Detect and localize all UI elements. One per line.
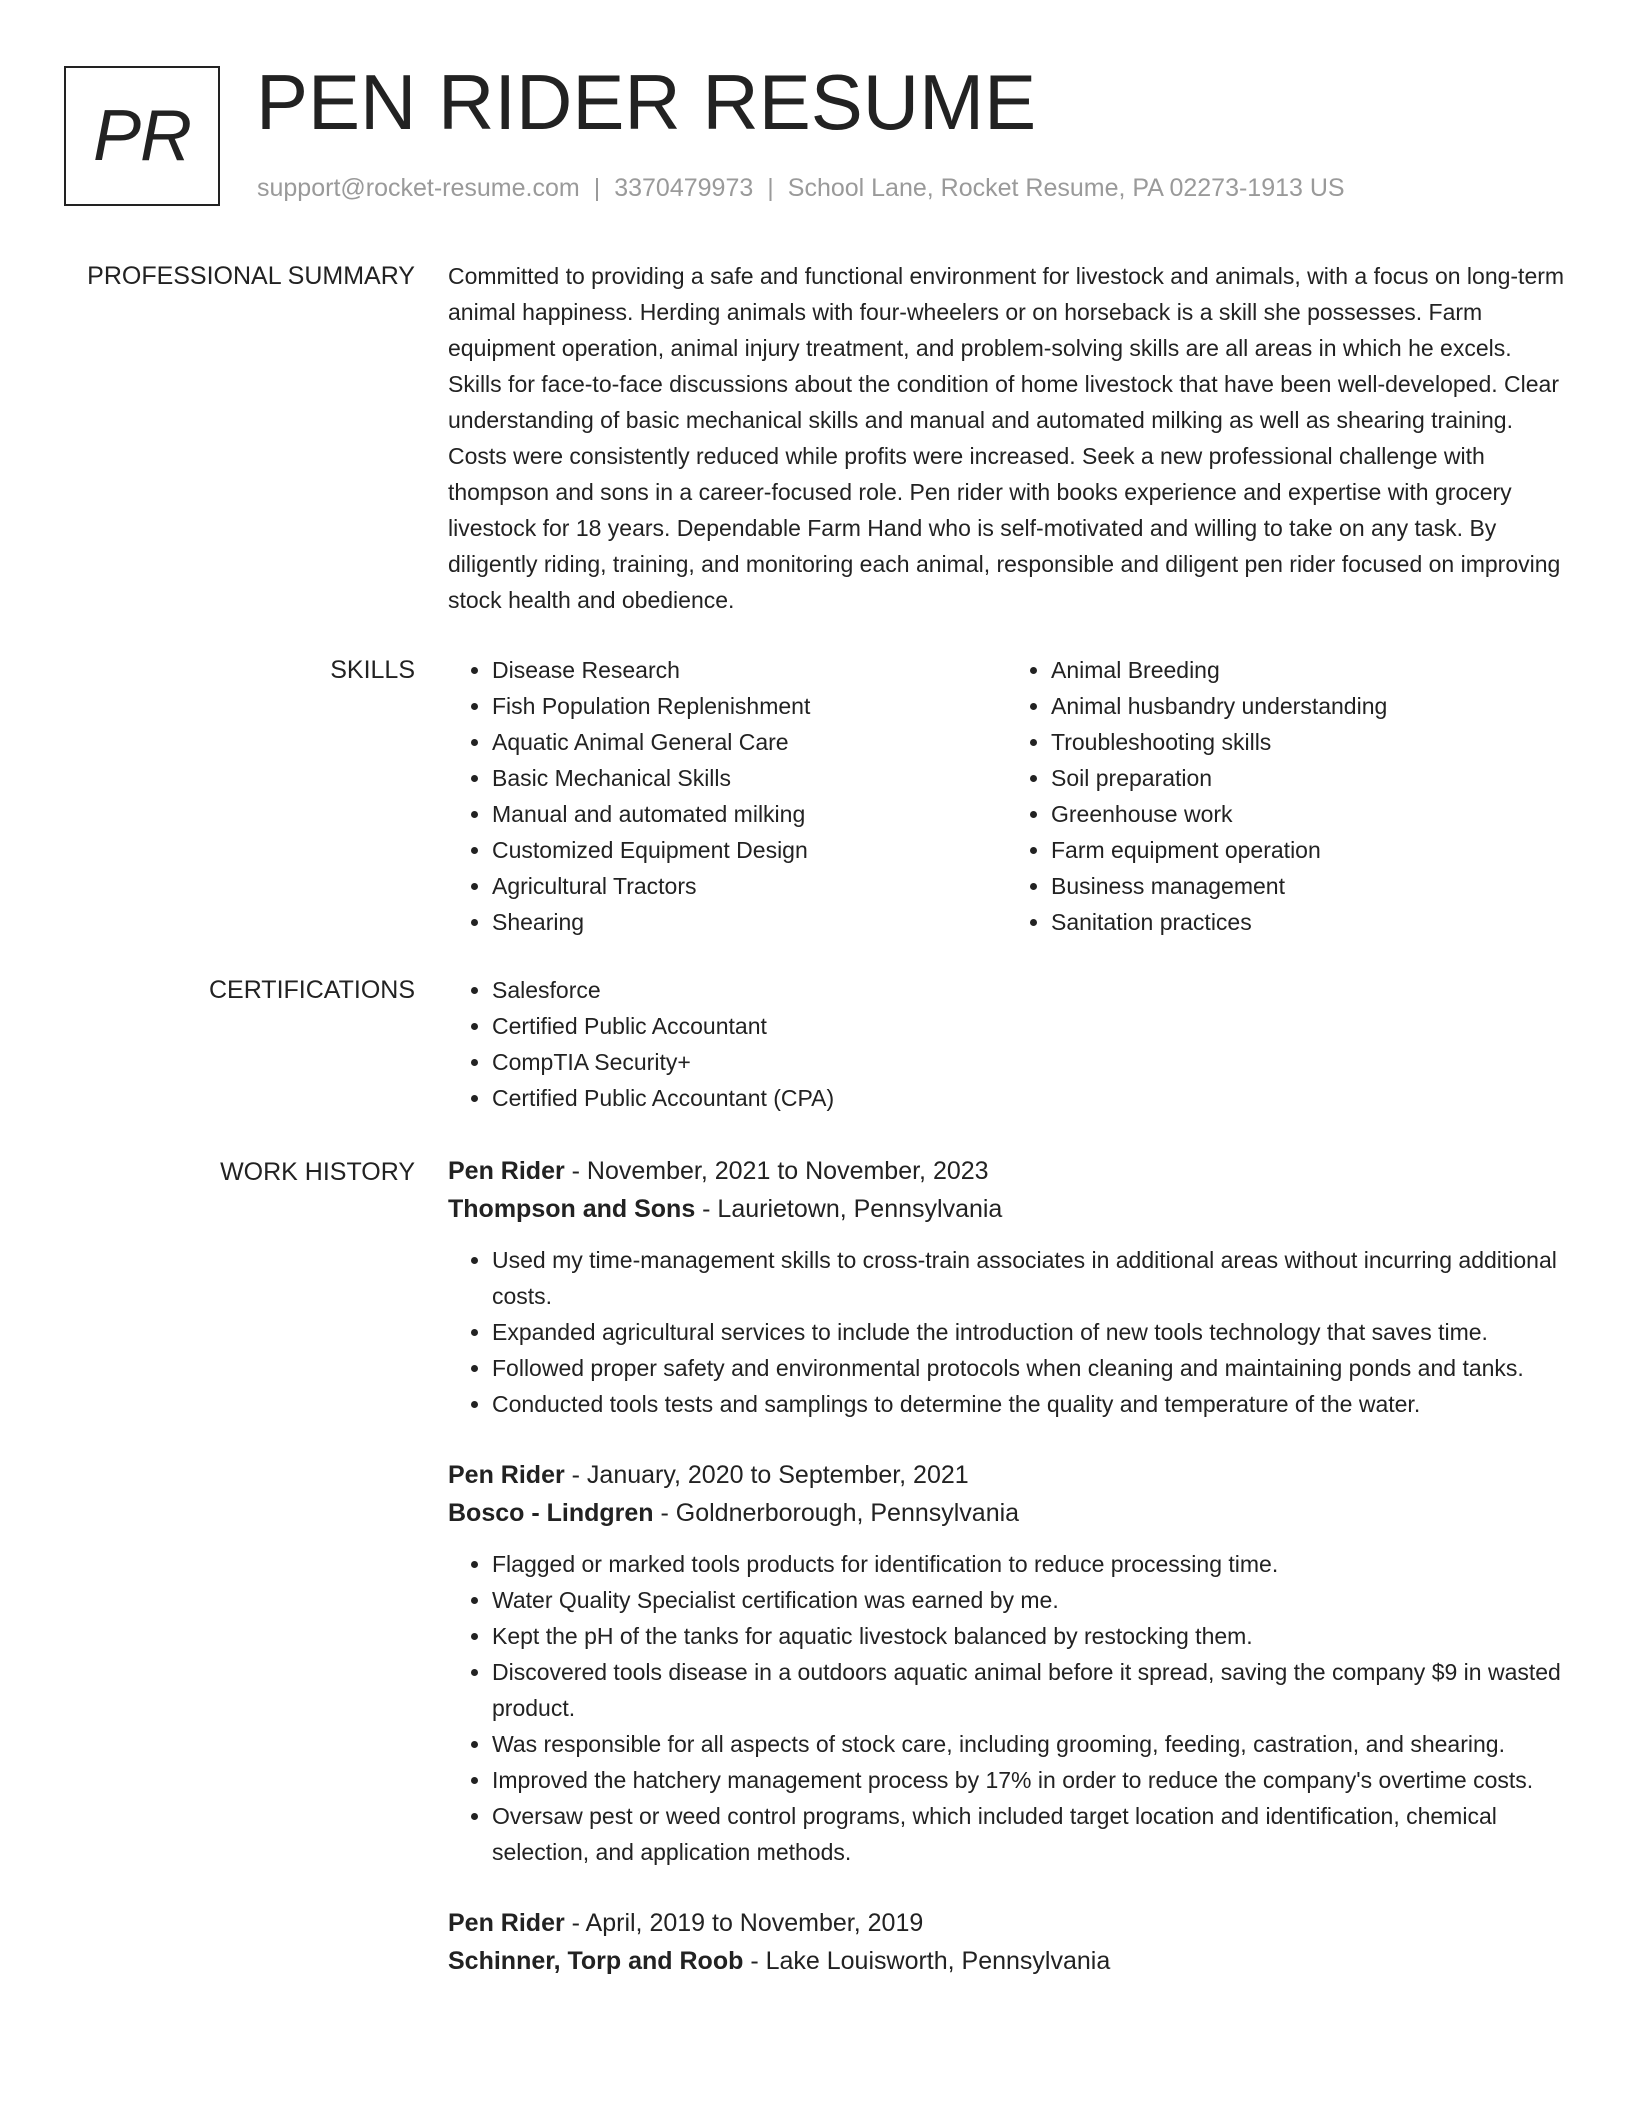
skill-item: • Customized Equipment Design: [492, 832, 1007, 868]
job-bullet: • Improved the hatchery management process by 17% in order to reduce the company's overtime costs.: [492, 1762, 1566, 1798]
job-bullet: • Was responsible for all aspects of stock care, including grooming, feeding, castration, and shearing.: [492, 1726, 1566, 1762]
job-company: Thompson and Sons: [448, 1195, 696, 1223]
contact-phone: 3370479973: [614, 174, 754, 202]
job-title-line: [448, 1456, 1566, 1494]
job-bullet: • Discovered tools disease in a outdoors aquatic animal before it spread, saving the company $9 in wasted product.: [492, 1654, 1566, 1726]
skill-item: • Shearing: [492, 904, 1007, 940]
contact-email: support@rocket-resume.com: [257, 174, 580, 202]
skill-item: • Animal husbandry understanding: [1051, 688, 1566, 724]
skill-item: • Troubleshooting skills: [1051, 724, 1566, 760]
skill-item: • Basic Mechanical Skills: [492, 760, 1007, 796]
job-entry: [448, 1152, 1566, 1422]
skill-item: • Sanitation practices: [1051, 904, 1566, 940]
certification-item: • Certified Public Accountant (CPA): [492, 1080, 1566, 1116]
job-company: Bosco - Lindgren: [448, 1499, 654, 1527]
separator: |: [767, 174, 774, 202]
skill-item: • Disease Research: [492, 652, 1007, 688]
contact-line: [257, 174, 1345, 203]
job-location: - Laurietown, Pennsylvania: [695, 1195, 1003, 1223]
job-bullet: • Expanded agricultural services to include the introduction of new tools technology that saves time.: [492, 1314, 1566, 1350]
skills-heading: SKILLS: [330, 656, 415, 684]
job-company-line: [448, 1494, 1566, 1532]
resume-title: PEN RIDER RESUME: [256, 58, 1037, 146]
job-bullet: • Conducted tools tests and samplings to determine the quality and temperature of the water.: [492, 1386, 1566, 1422]
job-entry: [448, 1904, 1566, 1980]
job-title-line: [448, 1904, 1566, 1942]
skill-item: • Manual and automated milking: [492, 796, 1007, 832]
skills-list-right: [1007, 652, 1566, 940]
job-title: Pen Rider: [448, 1461, 565, 1489]
job-entry: [448, 1456, 1566, 1870]
job-title-line: [448, 1152, 1566, 1190]
certification-item: • CompTIA Security+: [492, 1044, 1566, 1080]
job-location: - Lake Louisworth, Pennsylvania: [743, 1947, 1111, 1975]
monogram-logo: PR: [64, 66, 220, 206]
skills-list-left: [448, 652, 1007, 940]
job-bullets: [448, 1546, 1566, 1870]
skill-item: • Farm equipment operation: [1051, 832, 1566, 868]
skill-item: • Soil preparation: [1051, 760, 1566, 796]
job-dates: - April, 2019 to November, 2019: [564, 1909, 924, 1937]
work-history-heading: WORK HISTORY: [220, 1158, 415, 1186]
job-company: Schinner, Torp and Roob: [448, 1947, 744, 1975]
skill-item: • Aquatic Animal General Care: [492, 724, 1007, 760]
skill-item: • Agricultural Tractors: [492, 868, 1007, 904]
skill-item: • Fish Population Replenishment: [492, 688, 1007, 724]
skill-item: • Business management: [1051, 868, 1566, 904]
skill-item: • Animal Breeding: [1051, 652, 1566, 688]
contact-address: School Lane, Rocket Resume, PA 02273-1913 US: [787, 174, 1345, 202]
skill-item: • Greenhouse work: [1051, 796, 1566, 832]
summary-text: Committed to providing a safe and functional environment for livestock and animals, with a focus on long-term animal happiness. Herding animals with four-wheelers or on horseback is a skill she possesses. Farm equipment operation, animal injury treatment, and problem-solving skills are all areas in which he excels. Skills for face-to-face discussions about the condition of home livestock that have been well-developed. Clear understanding of basic mechanical skills and manual and automated milking as well as shearing training. Costs were consistently reduced while profits were increased. Seek a new professional challenge with thompson and sons in a career-focused role. Pen rider with books experience and expertise with grocery livestock for 18 years. Dependable Farm Hand who is self-motivated and willing to take on any task. By diligently riding, training, and monitoring each animal, responsible and diligent pen rider focused on improving stock health and obedience.: [448, 263, 1565, 613]
certifications-heading: CERTIFICATIONS: [208, 976, 415, 1004]
job-title: Pen Rider: [448, 1909, 565, 1937]
job-bullet: • Flagged or marked tools products for identification to reduce processing time.: [492, 1546, 1566, 1582]
job-title: Pen Rider: [448, 1157, 565, 1185]
certification-item: • Certified Public Accountant: [492, 1008, 1566, 1044]
job-location: - Goldnerborough, Pennsylvania: [653, 1499, 1020, 1527]
job-bullet: • Used my time-management skills to cross-train associates in additional areas without incurring additional costs.: [492, 1242, 1566, 1314]
job-dates: - January, 2020 to September, 2021: [564, 1461, 969, 1489]
job-company-line: [448, 1190, 1566, 1228]
job-bullets: [448, 1242, 1566, 1422]
job-bullet: • Kept the pH of the tanks for aquatic livestock balanced by restocking them.: [492, 1618, 1566, 1654]
job-bullet: • Followed proper safety and environmental protocols when cleaning and maintaining ponds and tanks.: [492, 1350, 1566, 1386]
job-company-line: [448, 1942, 1566, 1980]
separator: |: [593, 174, 601, 202]
job-bullet: • Water Quality Specialist certification was earned by me.: [492, 1582, 1566, 1618]
job-bullet: • Oversaw pest or weed control programs, which included target location and identification, chemical selection, and application methods.: [492, 1798, 1566, 1870]
job-dates: - November, 2021 to November, 2023: [564, 1157, 989, 1185]
summary-heading: PROFESSIONAL SUMMARY: [87, 262, 415, 290]
certification-item: • Salesforce: [492, 972, 1566, 1008]
certifications-list: [448, 972, 1566, 1116]
